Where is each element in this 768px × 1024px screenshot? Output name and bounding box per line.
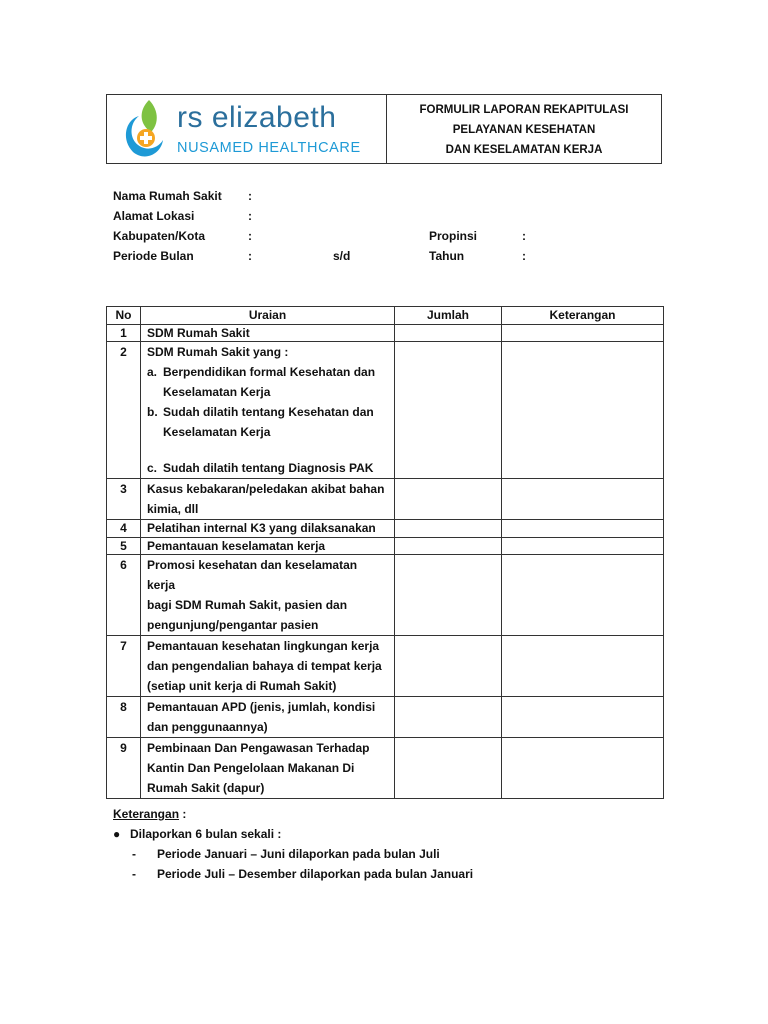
row-number: 2 — [107, 342, 141, 479]
jumlah-cell[interactable] — [395, 538, 502, 555]
jumlah-cell[interactable] — [395, 636, 502, 697]
hospital-logo-icon — [119, 98, 167, 160]
tahun-field[interactable]: : — [522, 249, 526, 263]
sub-item-marker: a. — [147, 365, 158, 379]
info-row-kabupaten — [113, 226, 553, 246]
row-number: 7 — [107, 636, 141, 697]
row-uraian — [141, 479, 395, 520]
table-row — [107, 538, 664, 555]
uraian-line: Pemantauan keselamatan kerja — [147, 539, 326, 553]
nama-field[interactable]: : — [248, 189, 252, 203]
header-no: No — [107, 307, 141, 325]
dash-marker: - — [132, 867, 136, 881]
sub-item-marker: b. — [147, 405, 158, 419]
form-header — [106, 94, 662, 164]
alamat-label: Alamat Lokasi — [113, 209, 195, 223]
kabupaten-field[interactable]: : — [248, 229, 252, 243]
row-number: 3 — [107, 479, 141, 520]
row-number: 6 — [107, 555, 141, 636]
periode-sd: s/d — [333, 249, 351, 263]
uraian-line: Kantin Dan Pengelolaan Makanan Di — [147, 761, 355, 775]
keterangan-cell[interactable] — [502, 636, 664, 697]
uraian-line: Pembinaan Dan Pengawasan Terhadap — [147, 741, 370, 755]
table-row — [107, 325, 664, 342]
sub-item — [147, 402, 388, 442]
notes-item — [113, 844, 633, 864]
row-uraian — [141, 738, 395, 799]
sub-item — [147, 458, 388, 478]
form-title — [387, 95, 661, 163]
table-row — [107, 479, 664, 520]
header-jumlah: Jumlah — [395, 307, 502, 325]
header-keterangan: Keterangan — [502, 307, 664, 325]
keterangan-cell[interactable] — [502, 555, 664, 636]
jumlah-cell[interactable] — [395, 479, 502, 520]
sub-item — [147, 362, 388, 402]
periode-label: Periode Bulan — [113, 249, 194, 263]
notes-section — [113, 804, 633, 884]
alamat-field[interactable]: : — [248, 209, 252, 223]
jumlah-cell[interactable] — [395, 738, 502, 799]
info-row-periode — [113, 246, 553, 266]
propinsi-label: Propinsi — [429, 229, 478, 243]
row-uraian — [141, 342, 395, 479]
row-number: 1 — [107, 325, 141, 342]
notes-item-text: Periode Juli – Desember dilaporkan pada bulan Januari — [157, 867, 474, 881]
table-row — [107, 520, 664, 538]
row-uraian — [141, 697, 395, 738]
sub-item-text: Sudah dilatih tentang Kesehatan dan Keselamatan Kerja — [163, 405, 374, 439]
uraian-line: (setiap unit kerja di Rumah Sakit) — [147, 679, 337, 693]
header-uraian: Uraian — [141, 307, 395, 325]
logo-name: rs elizabeth — [177, 101, 337, 134]
row-uraian — [141, 636, 395, 697]
form-title-line: FORMULIR LAPORAN REKAPITULASI — [419, 104, 629, 116]
dash-marker: - — [132, 847, 136, 861]
table-header-row — [107, 307, 664, 325]
uraian-line: pengunjung/pengantar pasien — [147, 618, 319, 632]
table-row — [107, 342, 664, 479]
notes-item-text: Periode Januari – Juni dilaporkan pada bulan Juli — [157, 847, 440, 861]
logo — [107, 95, 387, 163]
row-number: 4 — [107, 520, 141, 538]
row-uraian — [141, 538, 395, 555]
keterangan-cell[interactable] — [502, 697, 664, 738]
tahun-label: Tahun — [429, 249, 465, 263]
table-row — [107, 636, 664, 697]
jumlah-cell[interactable] — [395, 520, 502, 538]
sub-item-text: Sudah dilatih tentang Diagnosis PAK — [163, 461, 374, 475]
sub-item-text: Berpendidikan formal Kesehatan dan Keselamatan Kerja — [163, 365, 376, 399]
periode-field[interactable]: : — [248, 249, 252, 263]
notes-title-colon: : — [179, 807, 187, 821]
report-table — [106, 306, 664, 799]
keterangan-cell[interactable] — [502, 342, 664, 479]
bullet-icon: ● — [113, 827, 121, 841]
logo-subtitle: NUSAMED HEALTHCARE — [177, 140, 361, 156]
uraian-line: dan pengendalian bahaya di tempat kerja — [147, 659, 382, 673]
row-uraian — [141, 555, 395, 636]
jumlah-cell[interactable] — [395, 342, 502, 479]
table-row — [107, 697, 664, 738]
form-title-line: DAN KESELAMATAN KERJA — [445, 144, 603, 156]
notes-item — [113, 864, 633, 884]
row-uraian — [141, 325, 395, 342]
uraian-line: Promosi kesehatan dan keselamatan kerja — [147, 558, 358, 592]
keterangan-cell[interactable] — [502, 520, 664, 538]
uraian-line: Pelatihan internal K3 yang dilaksanakan — [147, 521, 376, 535]
jumlah-cell[interactable] — [395, 325, 502, 342]
hospital-info — [113, 186, 553, 266]
keterangan-cell[interactable] — [502, 479, 664, 520]
keterangan-cell[interactable] — [502, 738, 664, 799]
row-number: 5 — [107, 538, 141, 555]
form-title-line: PELAYANAN KESEHATAN — [452, 124, 596, 136]
propinsi-field[interactable]: : — [522, 229, 526, 243]
jumlah-cell[interactable] — [395, 555, 502, 636]
uraian-line: Rumah Sakit (dapur) — [147, 781, 265, 795]
uraian-line: kimia, dll — [147, 502, 199, 516]
uraian-line: dan penggunaannya) — [147, 720, 268, 734]
uraian-line: bagi SDM Rumah Sakit, pasien dan — [147, 598, 348, 612]
uraian-line: SDM Rumah Sakit yang : — [147, 345, 289, 359]
nama-label: Nama Rumah Sakit — [113, 189, 222, 203]
row-number: 8 — [107, 697, 141, 738]
keterangan-cell[interactable] — [502, 325, 664, 342]
info-row-alamat — [113, 206, 553, 226]
table-row — [107, 738, 664, 799]
jumlah-cell[interactable] — [395, 697, 502, 738]
table-row — [107, 555, 664, 636]
uraian-line: Pemantauan kesehatan lingkungan kerja — [147, 639, 380, 653]
kabupaten-label: Kabupaten/Kota — [113, 229, 206, 243]
uraian-line: Pemantauan APD (jenis, jumlah, kondisi — [147, 700, 376, 714]
row-number: 9 — [107, 738, 141, 799]
notes-bullet — [113, 824, 633, 844]
sub-item-marker: c. — [147, 461, 158, 475]
info-row-nama — [113, 186, 553, 206]
notes-title — [113, 804, 633, 824]
bullet-text: Dilaporkan 6 bulan sekali : — [130, 827, 282, 841]
keterangan-cell[interactable] — [502, 538, 664, 555]
uraian-line: Kasus kebakaran/peledakan akibat bahan — [147, 482, 385, 496]
notes-title-text: Keterangan — [113, 807, 180, 821]
row-uraian — [141, 520, 395, 538]
uraian-line: SDM Rumah Sakit — [147, 326, 250, 340]
